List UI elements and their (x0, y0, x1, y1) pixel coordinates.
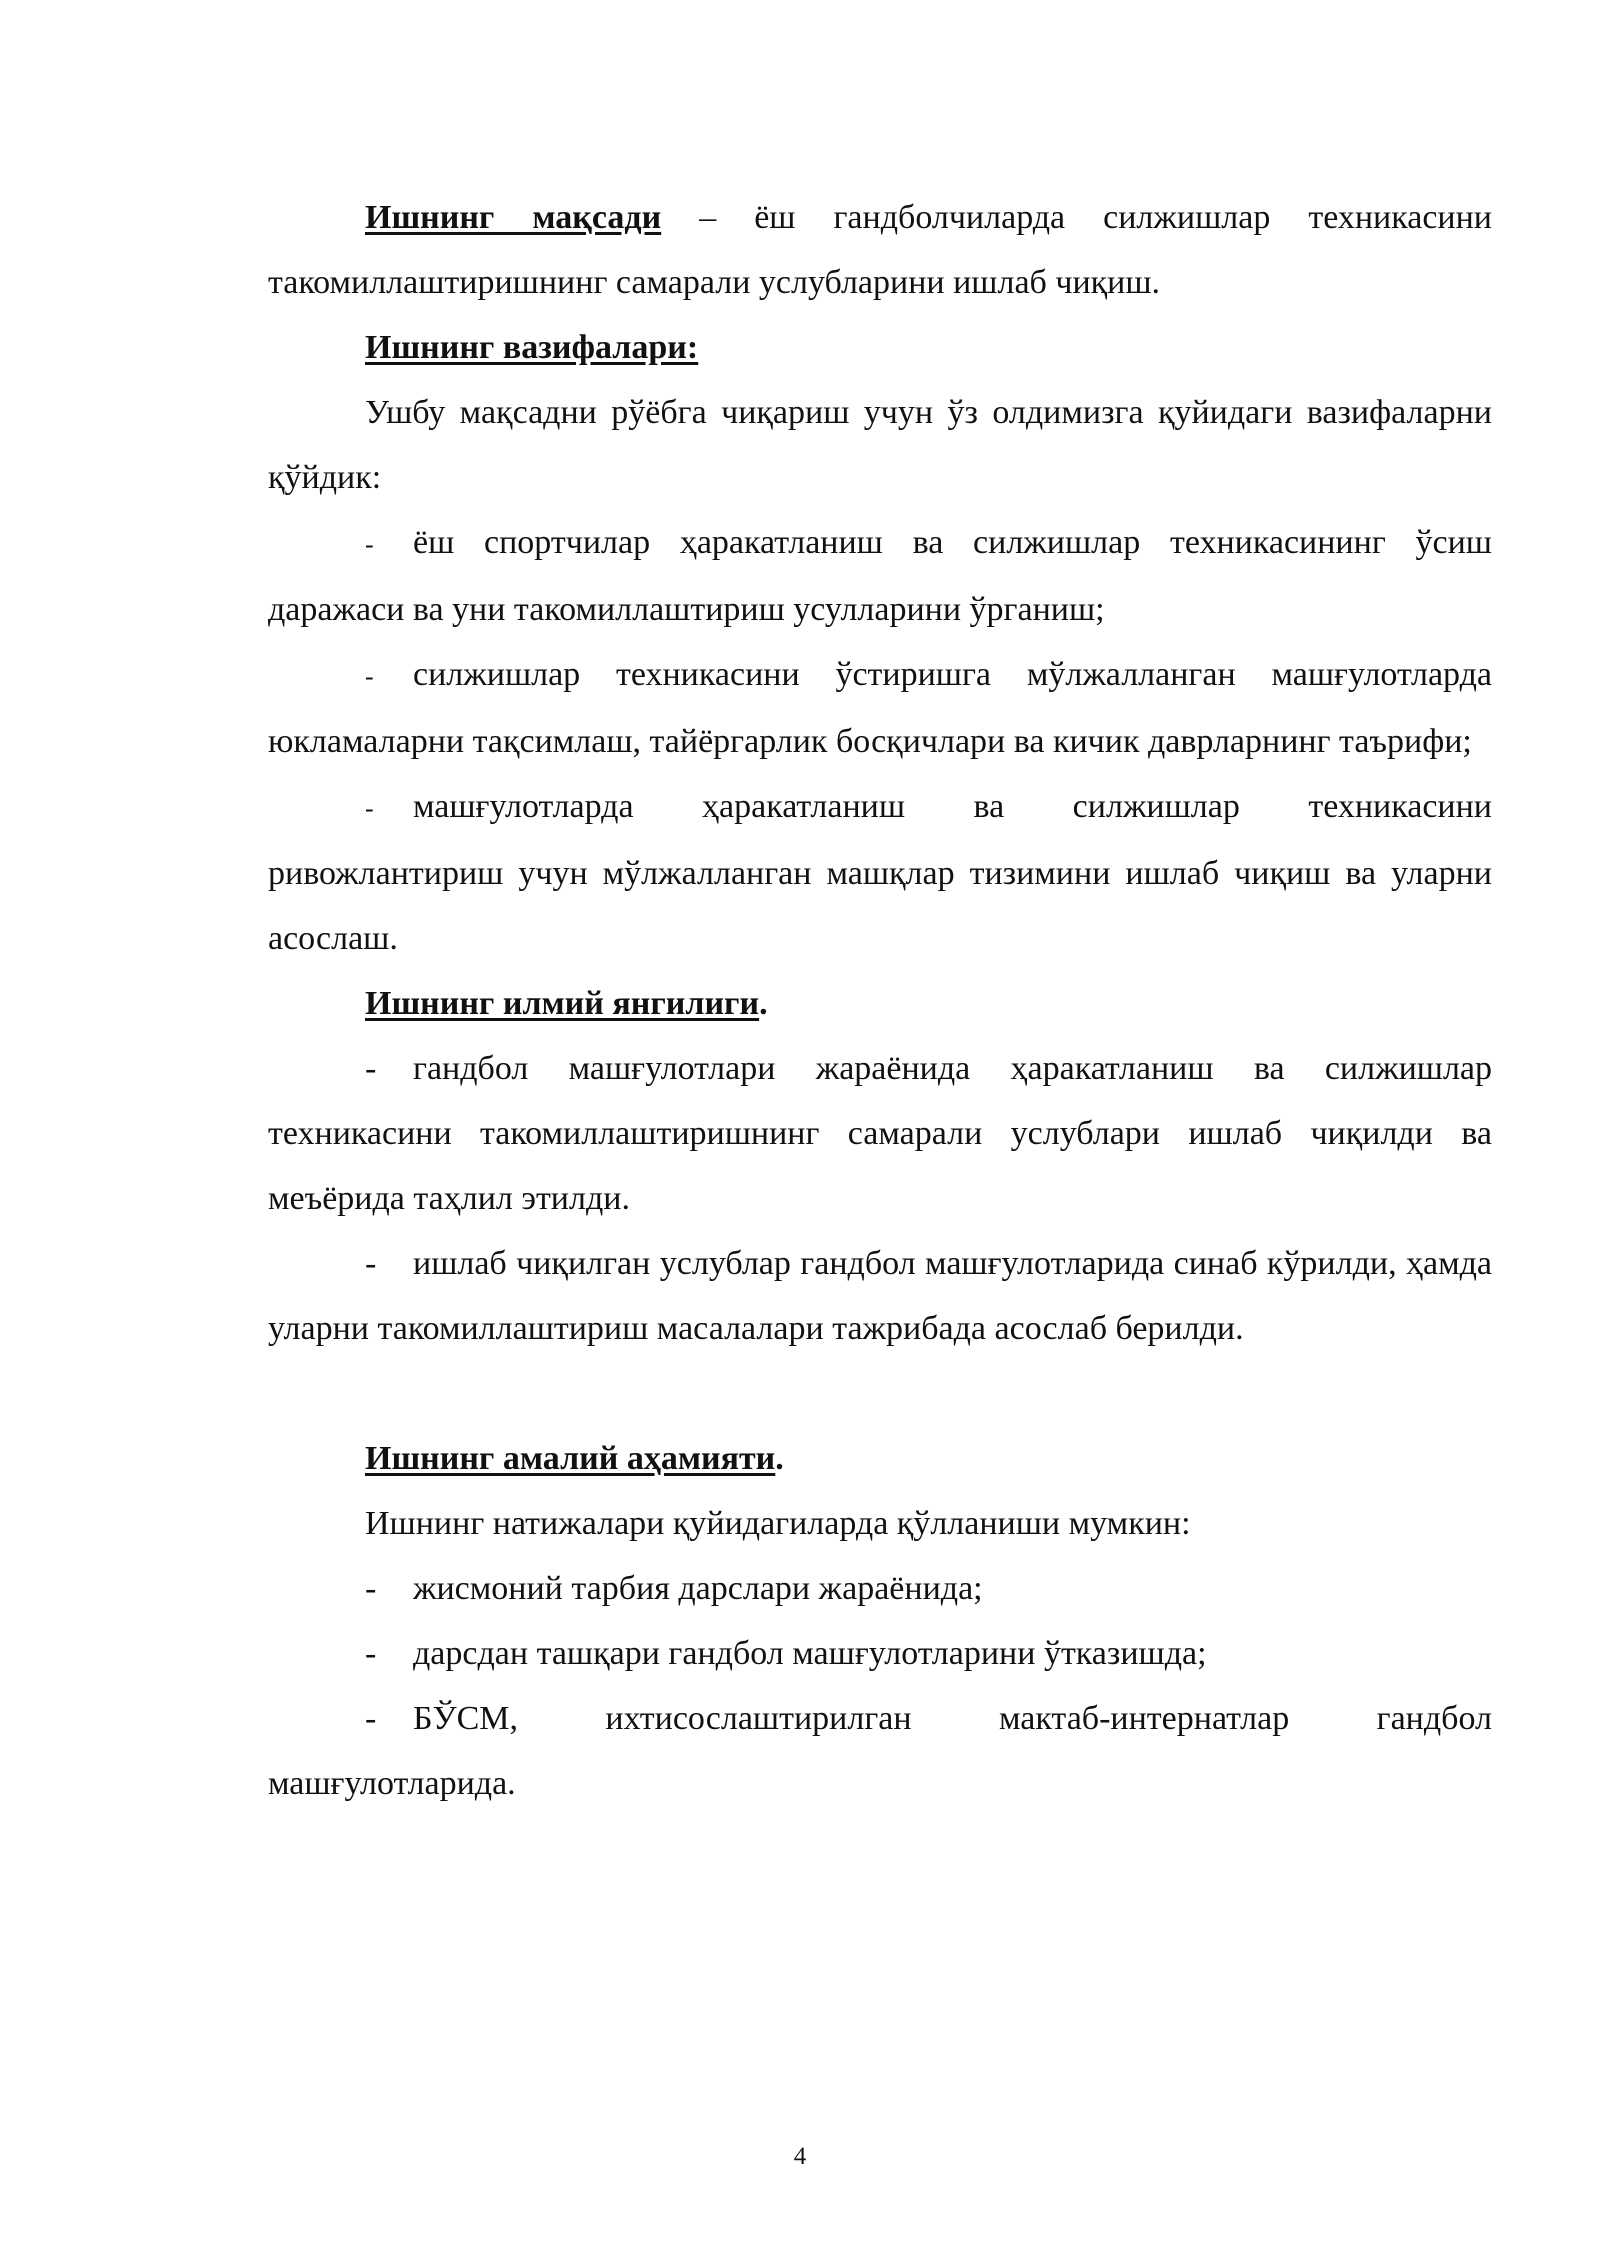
practical-heading-text: Ишнинг амалий аҳамияти (365, 1440, 776, 1477)
tasks-item-text: машғулотларда ҳаракатланиш ва силжишлар техникасини ривожлантириш учун мўлжалланган машқлар тизимини ишлаб чиқиш ва уларни асослаш. (268, 788, 1492, 957)
aim-heading: Ишнинг мақсади (365, 199, 662, 236)
practical-list-item (268, 1621, 1492, 1686)
novelty-item-text: гандбол машғулотлари жараёнида ҳаракатланиш ва силжишлар техникасини такомиллаштиришнинг самарали услублари ишлаб чиқилди ва меъёрида таҳлил этилди. (268, 1050, 1492, 1217)
list-dash: - (365, 1635, 377, 1672)
novelty-list-item (268, 1036, 1492, 1231)
page-number: 4 (793, 2143, 807, 2170)
blank-line (268, 1361, 1492, 1426)
tasks-list-item (268, 774, 1492, 971)
tasks-heading (268, 315, 1492, 380)
tasks-item-text: силжишлар техникасини ўстиришга мўлжалланган машғулотларда юкламаларни тақсимлаш, тайёргарлик босқичлари ва кичик даврларнинг таърифи; (268, 656, 1492, 760)
tasks-intro: Ушбу мақсадни рўёбга чиқариш учун ўз олдимизга қуйидаги вазифаларни қўйдик: (268, 394, 1492, 496)
aim-paragraph (268, 185, 1492, 315)
novelty-heading (268, 971, 1492, 1036)
tasks-item-text: ёш спортчилар ҳаракатланиш ва силжишлар техникасининг ўсиш даражаси ва уни такомиллаштириш усулларини ўрганиш; (268, 524, 1492, 628)
tasks-list-item (268, 510, 1492, 642)
practical-intro: Ишнинг натижалари қуйидагиларда қўлланиши мумкин: (365, 1505, 1191, 1542)
practical-list-item (268, 1556, 1492, 1621)
practical-item-text: дарсдан ташқари гандбол машғулотларини ўтказишда; (413, 1635, 1207, 1672)
list-dash: - (365, 794, 374, 823)
list-dash: - (365, 1570, 377, 1607)
list-dash: - (365, 1700, 377, 1737)
tasks-list-item (268, 642, 1492, 774)
practical-item-text: жисмоний тарбия дарслари жараёнида; (413, 1570, 983, 1607)
list-dash: - (365, 1245, 377, 1282)
practical-list-item (268, 1686, 1492, 1816)
practical-item-text: БЎСМ, ихтисослаштирилган мактаб-интернатлар гандбол машғулотларида. (268, 1700, 1492, 1802)
list-dash: - (365, 662, 374, 691)
novelty-list-item (268, 1231, 1492, 1361)
novelty-item-text: ишлаб чиқилган услублар гандбол машғулотларида синаб кўрилди, ҳамда уларни такомиллаштириш масалалари тажрибада асослаб берилди. (268, 1245, 1492, 1347)
practical-heading (268, 1426, 1492, 1491)
document-body (268, 185, 1492, 1816)
list-dash: - (365, 1050, 377, 1087)
aim-text: – ёш гандболчиларда силжишлар техникасини такомиллаштиришнинг самарали услубларини ишлаб чиқиш. (268, 199, 1492, 301)
novelty-heading-text: Ишнинг илмий янгилиги (365, 985, 760, 1022)
tasks-heading-text: Ишнинг вазифалари: (365, 329, 699, 366)
novelty-heading-suffix: . (759, 985, 768, 1022)
list-dash: - (365, 530, 374, 559)
practical-heading-suffix: . (775, 1440, 784, 1477)
